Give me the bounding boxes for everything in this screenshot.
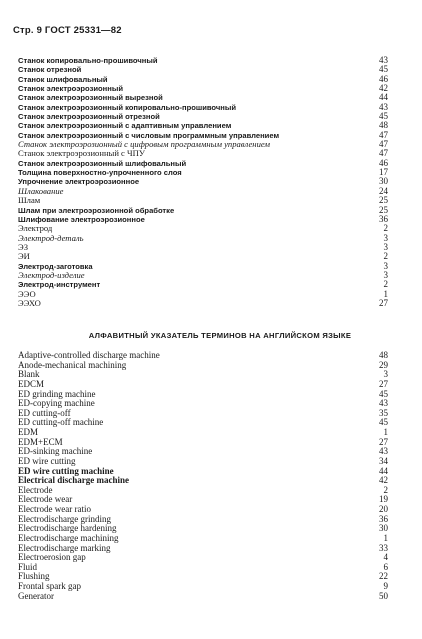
index-page-number: 20 — [379, 504, 388, 514]
index-term: Anode-mechanical machining — [18, 359, 127, 370]
index-term: EDCM — [18, 378, 45, 389]
index-term: Станок шлифовальный — [18, 74, 108, 84]
index-page-number: 45 — [379, 388, 388, 399]
index-term: ЭЭО — [18, 288, 36, 299]
index-entry — [18, 103, 388, 112]
index-term: Электрод-деталь — [18, 232, 84, 243]
index-term: ED wire cutting — [18, 455, 76, 466]
index-page-number: 25 — [379, 195, 388, 206]
index-page-number: 30 — [379, 523, 388, 534]
english-index-title: АЛФАВИТНЫЙ УКАЗАТЕЛЬ ТЕРМИНОВ НА АНГЛИЙСКОМ ЯЗЫКЕ — [88, 331, 352, 340]
index-page-number: 43 — [379, 446, 388, 457]
index-term: Electrodischarge marking — [18, 542, 111, 553]
index-entry — [18, 290, 388, 299]
index-page-number: 1 — [383, 288, 388, 299]
index-page-number: 47 — [379, 148, 388, 159]
index-term: Станок электроэрозионный с адаптивным управлением — [18, 121, 232, 131]
index-page-number: 46 — [379, 73, 388, 84]
index-term: Станок электроэрозионный с числовым программным управлением — [18, 130, 280, 140]
index-term: Упрочнение электроэрозионное — [18, 177, 140, 187]
index-page-number: 19 — [379, 494, 388, 505]
index-entry — [18, 112, 388, 121]
index-page-number: 9 — [383, 581, 388, 591]
index-page-number: 22 — [379, 571, 388, 582]
index-term: Generator — [18, 590, 54, 601]
index-entry — [18, 280, 388, 289]
index-term: Станок электроэрозионный шлифовальный — [18, 158, 187, 168]
index-page-number: 44 — [379, 92, 388, 103]
index-term: Blank — [18, 369, 40, 380]
index-page-number: 45 — [379, 111, 388, 122]
index-page-number: 50 — [379, 590, 388, 601]
index-term: Adaptive-controlled discharge machine — [18, 350, 160, 360]
index-entry — [18, 196, 388, 205]
index-page-number: 3 — [383, 260, 388, 271]
index-term: Electrical discharge machine — [18, 475, 129, 486]
index-entry — [18, 399, 388, 409]
index-term: ED-copying machine — [18, 398, 95, 409]
index-entry — [18, 428, 388, 438]
index-term: Толщина поверхностно-упрочненного слоя — [18, 168, 182, 178]
index-page-number: 3 — [383, 369, 388, 380]
index-page-number: 47 — [379, 139, 388, 150]
index-page-number: 42 — [379, 83, 388, 94]
index-page-number: 34 — [379, 455, 388, 466]
index-entry — [18, 271, 388, 280]
index-page-number: 45 — [379, 417, 388, 428]
index-term: Frontal spark gap — [18, 581, 81, 591]
index-entry — [18, 592, 388, 602]
index-term: Электрод-заготовка — [18, 261, 93, 271]
index-page-number: 43 — [379, 101, 388, 112]
index-page-number: 27 — [379, 436, 388, 447]
index-page-number: 3 — [383, 269, 388, 280]
index-entry — [18, 418, 388, 428]
index-entry — [18, 215, 388, 224]
index-term: Электрод-изделие — [18, 269, 85, 280]
index-entry — [18, 65, 388, 74]
index-page-number: 35 — [379, 407, 388, 418]
index-entry — [18, 563, 388, 573]
index-term: Electrode wear ratio — [18, 504, 91, 514]
index-page-number: 30 — [379, 176, 388, 187]
index-term: Электрод — [18, 223, 53, 234]
index-term: Станок копировально-прошивочный — [18, 56, 158, 65]
index-term: Шлифование электроэрозионное — [18, 214, 145, 224]
index-term: Шлакование — [18, 185, 64, 196]
index-term: Electrode — [18, 484, 53, 495]
index-entry — [18, 177, 388, 186]
index-term: ЭЭХО — [18, 297, 41, 308]
index-page-number: 2 — [383, 279, 388, 290]
index-entry — [18, 299, 388, 308]
index-page-number: 27 — [379, 378, 388, 389]
index-page-number: 43 — [379, 55, 388, 65]
index-entry — [18, 149, 388, 158]
index-term: Electrodischarge grinding — [18, 513, 112, 524]
index-term: Станок электроэрозионный вырезной — [18, 93, 163, 103]
index-page-number: 33 — [379, 542, 388, 553]
index-page-number: 1 — [383, 532, 388, 543]
index-entry — [18, 168, 388, 177]
index-entry — [18, 56, 388, 65]
index-page-number: 4 — [383, 552, 388, 563]
index-page-number: 25 — [379, 204, 388, 215]
index-entry — [18, 121, 388, 130]
index-page-number: 27 — [379, 297, 388, 308]
index-page-number: 36 — [379, 513, 388, 524]
index-page-number: 29 — [379, 359, 388, 370]
index-term: ED grinding machine — [18, 388, 96, 399]
index-term: Станок электроэрозионный с цифровым программным управлением — [18, 139, 270, 150]
index-page-number: 46 — [379, 157, 388, 168]
index-page-number: 2 — [383, 223, 388, 234]
index-entry — [18, 75, 388, 84]
index-term: Станок электроэрозионный с ЧПУ — [18, 148, 145, 159]
index-page-number: 17 — [379, 167, 388, 178]
index-page-number: 36 — [379, 213, 388, 224]
index-page-number: 47 — [379, 129, 388, 140]
index-entry — [18, 84, 388, 93]
index-term: EDM+ECM — [18, 436, 63, 447]
index-page-number: 2 — [383, 484, 388, 495]
index-term: EDM — [18, 427, 38, 437]
index-term: ED cutting-off machine — [18, 417, 104, 428]
index-page-number: 43 — [379, 398, 388, 409]
index-page-number: 42 — [379, 475, 388, 486]
index-term: Electrodischarge machining — [18, 532, 119, 543]
index-term: ЭИ — [18, 251, 30, 262]
index-entry — [18, 159, 388, 168]
index-term: Электрод-инструмент — [18, 280, 101, 290]
index-term: ED cutting-off — [18, 407, 71, 418]
index-entry — [18, 370, 388, 380]
index-term: Electrodischarge hardening — [18, 523, 117, 534]
index-page-number: 3 — [383, 241, 388, 252]
index-entry — [18, 234, 388, 243]
index-entry — [18, 486, 388, 496]
english-term-index — [18, 351, 388, 601]
index-page-number: 48 — [379, 120, 388, 131]
index-page-number: 3 — [383, 232, 388, 243]
index-page-number: 44 — [379, 465, 388, 476]
index-entry — [18, 206, 388, 215]
index-entry — [18, 252, 388, 261]
index-entry — [18, 93, 388, 102]
index-term: Станок отрезной — [18, 65, 82, 75]
index-page-number: 1 — [383, 427, 388, 437]
index-entry — [18, 243, 388, 252]
index-entry — [18, 553, 388, 563]
index-page-number: 45 — [379, 64, 388, 75]
index-entry — [18, 476, 388, 486]
index-term: Шлам — [18, 195, 41, 206]
index-term: Станок электроэрозионный отрезной — [18, 112, 160, 122]
russian-term-index — [18, 56, 388, 308]
index-page-number: 2 — [383, 251, 388, 262]
index-term: Станок электроэрозионный копировально-прошивочный — [18, 102, 237, 112]
index-term: Flushing — [18, 571, 50, 582]
index-term: ED wire cutting machine — [18, 465, 114, 476]
index-term: Electrode wear — [18, 494, 73, 505]
index-term: ЭЗ — [18, 241, 29, 252]
index-page-number: 6 — [383, 561, 388, 572]
index-term: ED-sinking machine — [18, 446, 93, 457]
index-term: Станок электроэрозионный — [18, 84, 123, 94]
index-entry — [18, 582, 388, 592]
index-entry — [18, 187, 388, 196]
page-header: Стр. 9 ГОСТ 25331—82 — [13, 25, 122, 36]
index-term: Fluid — [18, 561, 38, 572]
index-page-number: 24 — [379, 185, 388, 196]
index-term: Шлам при электроэрозионной обработке — [18, 205, 175, 215]
index-page-number: 48 — [379, 350, 388, 360]
index-entry — [18, 361, 388, 371]
index-term: Electroerosion gap — [18, 552, 86, 563]
